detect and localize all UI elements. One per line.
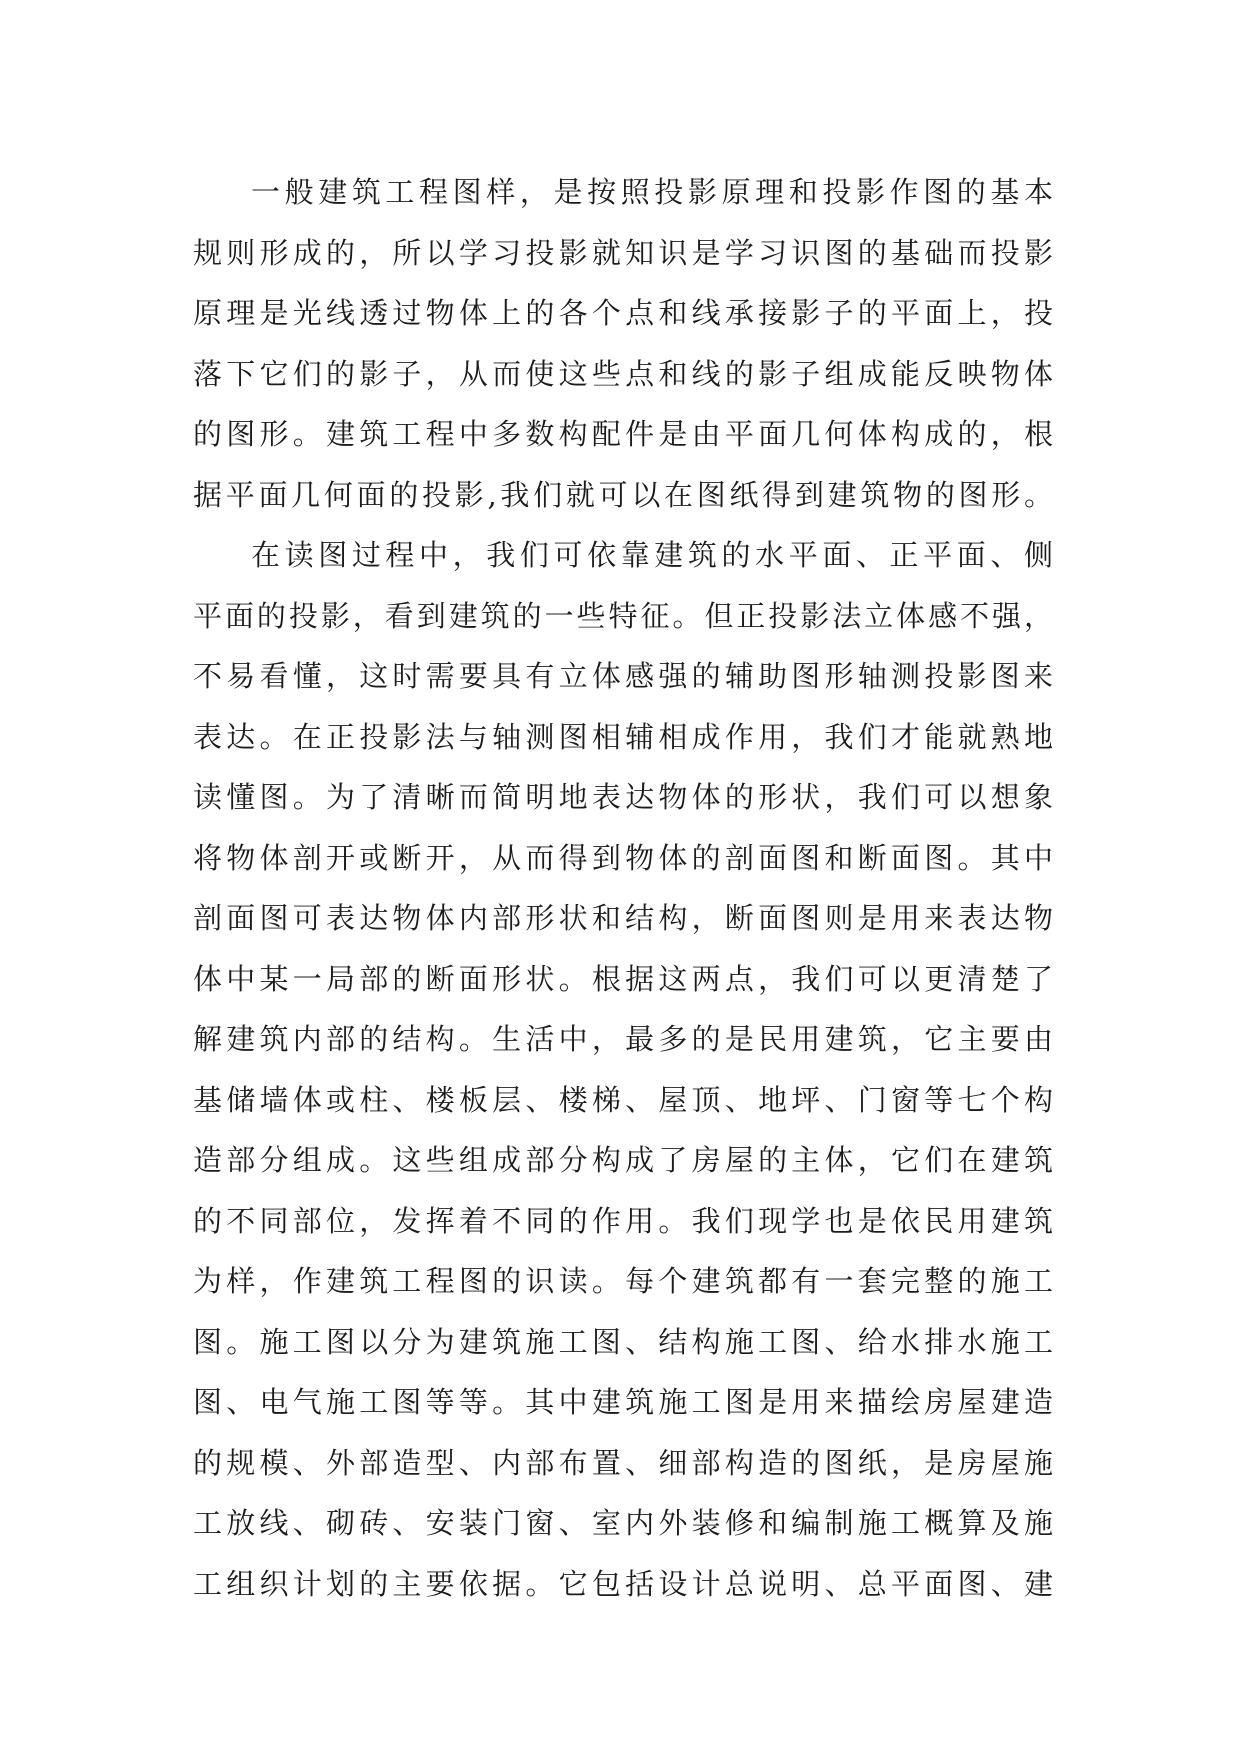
paragraph-2 xyxy=(193,525,1053,1614)
text-line: 的规模、外部造型、内部布置、细部构造的图纸，是房屋施 xyxy=(193,1445,1053,1480)
text-line: 造部分组成。这些组成部分构成了房屋的主体，它们在建筑 xyxy=(193,1143,1053,1177)
text-line: 将物体剖开或断开，从而得到物体的剖面图和断面图。其中 xyxy=(193,840,1053,875)
text-line: 在读图过程中，我们可依靠建筑的水平面、正平面、侧 xyxy=(251,538,1053,572)
text-line: 剖面图可表达物体内部形状和结构，断面图则是用来表达物 xyxy=(193,901,1053,935)
text-line: 的图形。建筑工程中多数构配件是由平面几何体构成的，根 xyxy=(193,417,1053,451)
text-line: 的不同部位，发挥着不同的作用。我们现学也是依民用建筑 xyxy=(193,1203,1053,1238)
text-line: 不易看懂，这时需要具有立体感强的辅助图形轴测投影图来 xyxy=(193,659,1053,693)
text-line: 工放线、砌砖、安装门窗、室内外装修和编制施工概算及施 xyxy=(193,1506,1053,1540)
text-line: 读懂图。为了清晰而简明地表达物体的形状，我们可以想象 xyxy=(193,780,1053,814)
text-line: 表达。在正投影法与轴测图相辅相成作用，我们才能就熟地 xyxy=(193,719,1053,754)
text-line: 解建筑内部的结构。生活中，最多的是民用建筑，它主要由 xyxy=(193,1022,1053,1056)
text-line: 体中某一局部的断面形状。根据这两点，我们可以更清楚了 xyxy=(193,961,1053,996)
text-line: 工组织计划的主要依据。它包括设计总说明、总平面图、建 xyxy=(193,1566,1053,1601)
text-line: 据平面几何面的投影,我们就可以在图纸得到建筑物的图形。 xyxy=(193,477,1053,512)
paragraph-1 xyxy=(193,162,1053,525)
text-line: 一般建筑工程图样，是按照投影原理和投影作图的基本 xyxy=(251,175,1053,209)
body-text xyxy=(193,162,1053,1614)
text-line: 规则形成的，所以学习投影就知识是学习识图的基础而投影 xyxy=(193,235,1053,270)
text-line: 基储墙体或柱、楼板层、楼梯、屋顶、地坪、门窗等七个构 xyxy=(193,1082,1053,1117)
text-line: 为样，作建筑工程图的识读。每个建筑都有一套完整的施工 xyxy=(193,1264,1053,1298)
text-line: 平面的投影，看到建筑的一些特征。但正投影法立体感不强， xyxy=(193,598,1053,633)
text-line: 图。施工图以分为建筑施工图、结构施工图、给水排水施工 xyxy=(193,1324,1053,1359)
text-line: 原理是光线透过物体上的各个点和线承接影子的平面上，投 xyxy=(193,296,1053,330)
text-line: 图、电气施工图等等。其中建筑施工图是用来描绘房屋建造 xyxy=(193,1385,1053,1419)
text-line: 落下它们的影子，从而使这些点和线的影子组成能反映物体 xyxy=(193,356,1053,391)
